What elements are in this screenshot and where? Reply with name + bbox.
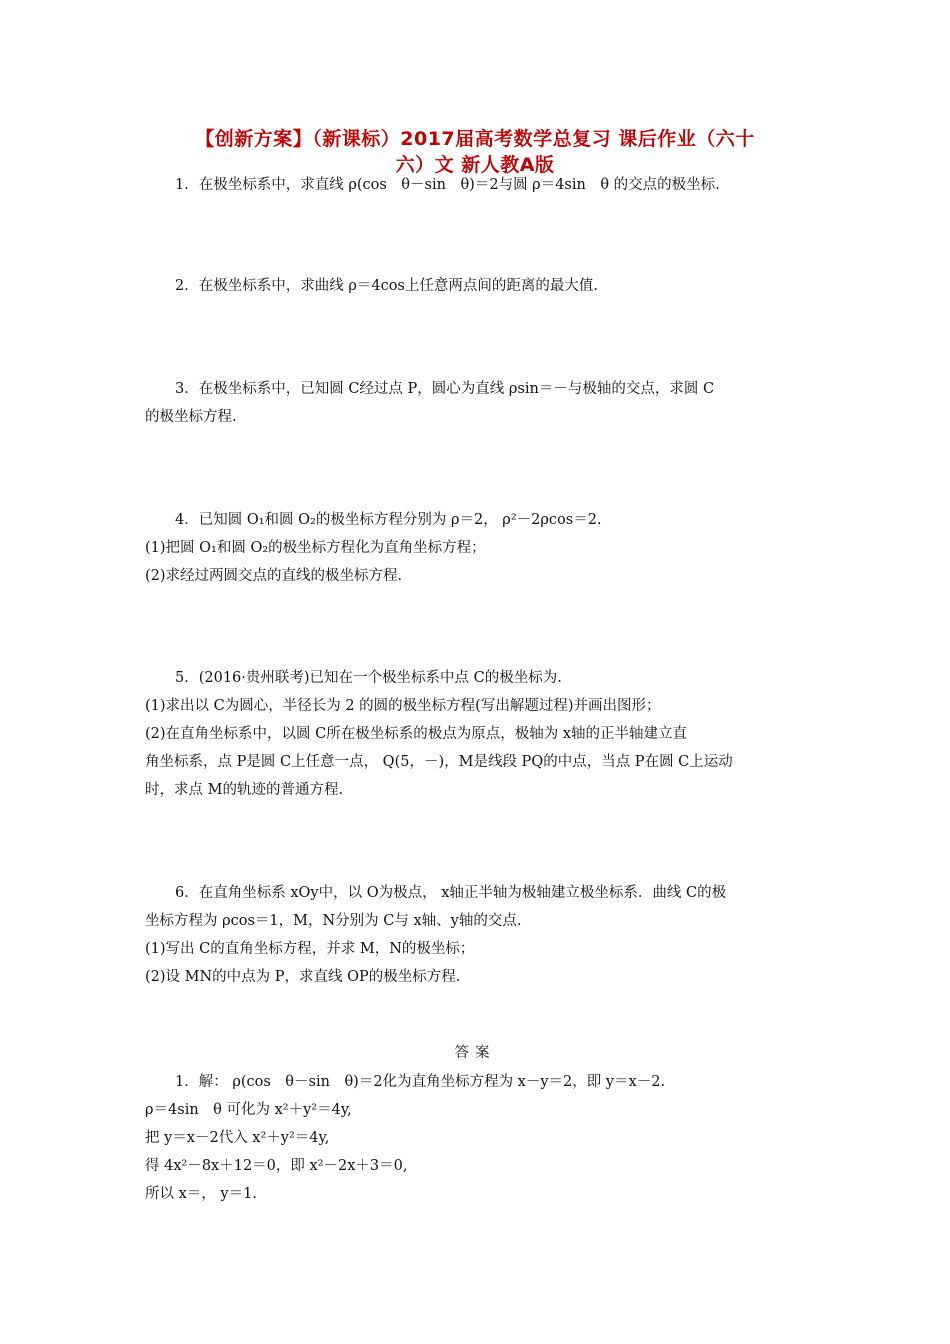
answer-1-line-2: ρ＝4sin θ 可化为 x²＋y²＝4y,	[145, 1102, 352, 1118]
problem-4-part-2: (2)求经过两圆交点的直线的极坐标方程.	[145, 568, 403, 584]
problem-4-text: 4．已知圆 O₁和圆 O₂的极坐标方程分别为 ρ＝2， ρ²－2ρcos＝2.	[175, 512, 602, 528]
problem-5-text: 5．(2016·贵州联考)已知在一个极坐标系中点 C的极坐标为.	[175, 670, 562, 686]
problem-3-text: 3．在极坐标系中，已知圆 C经过点 P，圆心为直线 ρsin＝－与极轴的交点，求圆 C	[175, 381, 715, 397]
problem-1-text: 1．在极坐标系中，求直线 ρ(cos θ－sin θ)＝2与圆 ρ＝4sin θ 的交点的极坐标.	[175, 177, 720, 193]
problem-2-text: 2．在极坐标系中，求曲线 ρ＝4cos上任意两点间的距离的最大值.	[175, 278, 598, 294]
document-title-line-1: 【创新方案】（新课标）2017届高考数学总复习 课后作业（六十	[195, 128, 755, 150]
problem-5-part-2-cont: 角坐标系，点 P是圆 C上任意一点， Q(5，－)，M是线段 PQ的中点，当点 P在圆 C上运动	[145, 754, 733, 770]
problem-5-part-1: (1)求出以 C为圆心，半径长为 2 的圆的极坐标方程(写出解题过程)并画出图形；	[145, 698, 661, 714]
document-title-line-2: 六）文 新人教A版	[395, 154, 555, 176]
answer-1-line-5: 所以 x＝， y＝1.	[145, 1186, 257, 1202]
answer-1-line-3: 把 y＝x－2代入 x²＋y²＝4y,	[145, 1130, 330, 1146]
problem-6-text-cont: 坐标方程为 ρcos＝1，M，N分别为 C与 x轴、y轴的交点.	[145, 913, 522, 929]
problem-3-text-cont: 的极坐标方程.	[145, 409, 237, 425]
problem-6-text: 6．在直角坐标系 xOy中，以 O为极点， x轴正半轴为极轴建立极坐标系．曲线 C的极	[175, 885, 727, 901]
answers-heading: 答案	[454, 1045, 496, 1061]
problem-5-part-2-end: 时，求点 M的轨迹的普通方程.	[145, 782, 344, 798]
problem-6-part-2: (2)设 MN的中点为 P，求直线 OP的极坐标方程.	[145, 969, 461, 985]
answer-1-line-4: 得 4x²－8x＋12＝0，即 x²－2x＋3＝0,	[145, 1158, 408, 1174]
problem-5-part-2: (2)在直角坐标系中，以圆 C所在极坐标系的极点为原点，极轴为 x轴的正半轴建立直	[145, 726, 688, 742]
problem-6-part-1: (1)写出 C的直角坐标方程，并求 M，N的极坐标；	[145, 941, 475, 957]
problem-4-part-1: (1)把圆 O₁和圆 O₂的极坐标方程化为直角坐标方程；	[145, 540, 486, 556]
answer-1-line-1: 1．解： ρ(cos θ－sin θ)＝2化为直角坐标方程为 x－y＝2，即 y＝x－2.	[175, 1074, 666, 1090]
